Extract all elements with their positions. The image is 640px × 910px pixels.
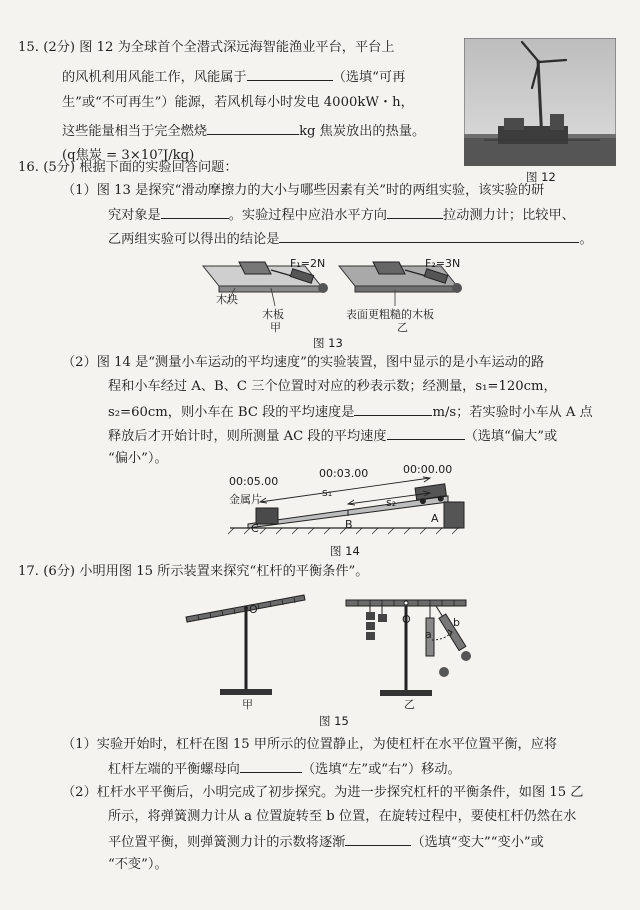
fig15-o-label-jia: O — [249, 603, 258, 616]
fig14-point-a: A — [431, 512, 439, 525]
fig15-yi-lever — [340, 592, 500, 708]
incline-support — [444, 502, 464, 528]
q15-answer-blank-1[interactable] — [247, 66, 333, 81]
hand-icon — [461, 651, 471, 661]
fig13-rough-board-label: 表面更粗糙的木板 — [346, 308, 434, 321]
q17-p2-line-2: 所示，将弹簧测力计从 a 位置旋转至 b 位置，在旋转过程中，要使杠杆仍然在水 — [108, 809, 577, 824]
fig14-time-b: 00:03.00 — [319, 467, 369, 480]
fig15-position-a: a — [425, 628, 432, 641]
q16-p2-line-5: “偏小”）。 — [108, 451, 168, 466]
fig12-photo — [464, 38, 616, 166]
q16-p2-line-1: （2）图 14 是“测量小车运动的平均速度”的实验装置，图中显示的是小车运动的路 — [62, 355, 545, 370]
fig15-o-label-yi: O — [402, 613, 411, 626]
metal-plate — [256, 508, 278, 524]
fig15-yi-label: 乙 — [404, 698, 415, 711]
spring-scale-b — [433, 604, 466, 651]
q16-answer-blank-5[interactable] — [387, 425, 465, 440]
q15-line-4: 这些能量相当于完全燃烧 kg 焦炭放出的热量。 — [62, 120, 425, 142]
q17-score: (6分) — [43, 564, 76, 579]
hand-icon — [452, 283, 462, 293]
fig14-metal-label: 金属片 — [229, 493, 262, 506]
fig12-caption: 图 12 — [526, 170, 556, 184]
fig14-point-b: B — [345, 518, 353, 531]
q16-p1-line-1: （1）图 13 是探究“滑动摩擦力的大小与哪些因素有关”时的两组实验，该实验的研 — [62, 183, 545, 198]
q15-score: (2分) — [43, 40, 76, 55]
hand-icon — [439, 667, 449, 677]
q16-answer-blank-4[interactable] — [354, 401, 432, 416]
fig15-caption: 图 15 — [319, 714, 349, 728]
wood-block-jia — [239, 262, 271, 274]
q17-answer-blank-2[interactable] — [345, 831, 411, 846]
fig14-time-a: 00:00.00 — [403, 463, 453, 476]
hanging-weights-icon — [366, 606, 387, 640]
hand-icon — [318, 283, 328, 293]
q15-answer-blank-2[interactable] — [207, 120, 299, 135]
q15-line-3: 生”或“不可再生”）能源，若风机每小时发电 4000kW・h， — [62, 95, 414, 110]
q17-answer-blank-1[interactable] — [240, 758, 302, 773]
fig13-block-label: 木块 — [216, 293, 238, 306]
fig13-jia-label: 甲 — [270, 321, 281, 334]
fig14-point-c: C — [251, 522, 259, 535]
fig14-time-c: 00:05.00 — [229, 475, 279, 488]
fig13-f1-label: F₁=2N — [290, 257, 326, 270]
q15-number: 15. — [18, 40, 39, 55]
q16-score: (5分) — [43, 160, 76, 175]
q16-line-intro: 16. (5分) 根据下面的实验回答问题： — [18, 160, 238, 175]
fig14-s1-label: s₁ — [322, 486, 333, 499]
q16-answer-blank-2[interactable] — [387, 204, 443, 219]
q15-line-2: 的风机利用风能工作，风能属于 （选填“可再 — [62, 66, 405, 88]
q17-number: 17. — [18, 564, 39, 579]
q17-line-intro: 17. (6分) 小明用图 15 所示装置来探究“杠杆的平衡条件”。 — [18, 564, 369, 579]
q16-p1-line-3: 乙两组实验可以得出的结论是 。 — [108, 228, 593, 250]
fig13-f2-label: F₂=3N — [425, 257, 461, 270]
lever-base — [220, 689, 272, 695]
fig13-board-label: 木板 — [262, 308, 284, 321]
wood-block-yi — [373, 262, 405, 274]
q16-p1-line-2: 究对象是 。实验过程中应沿水平方向 拉动测力计；比较甲、 — [108, 204, 575, 226]
fig14-caption: 图 14 — [330, 544, 360, 558]
q15-heat-value: (q焦炭 = 3×10⁷J/kg) — [62, 148, 195, 163]
q16-p2-line-2: 程和小车经过 A、B、C 三个位置时对应的秒表示数；经测量，s₁=120cm， — [108, 379, 557, 394]
fig13-yi-label: 乙 — [397, 321, 408, 334]
fig13-caption: 图 13 — [313, 336, 343, 350]
fig15-jia-lever — [180, 585, 310, 705]
q16-answer-blank-1[interactable] — [161, 204, 229, 219]
q16-p2-line-4: 释放后才开始计时，则所测量 AC 段的平均速度 （选填“偏大”或 — [108, 425, 557, 447]
fig15-jia-label: 甲 — [242, 698, 253, 711]
q17-p1-line-1: （1）实验开始时，杠杆在图 15 甲所示的位置静止，为使杠杆在水平位置平衡，应将 — [62, 737, 558, 752]
q17-p2-line-1: （2）杠杆水平平衡后，小明完成了初步探究。为进一步探究杠杆的平衡条件，如图 15 乙 — [62, 785, 584, 800]
q17-p1-line-2: 杠杆左端的平衡螺母向 （选填“左”或“右”）移动。 — [108, 758, 461, 780]
fig14-s2-label: s₂ — [386, 496, 397, 509]
q17-p2-line-4: “不变”）。 — [108, 857, 168, 872]
q16-number: 16. — [18, 160, 39, 175]
q15-line-1: 15. (2分) 图 12 为全球首个全潜式深远海智能渔业平台，平台上 — [18, 40, 395, 55]
fig15-position-b: b — [453, 616, 460, 629]
q16-answer-blank-3[interactable] — [279, 228, 579, 243]
q17-p2-line-3: 平位置平衡，则弹簧测力计的示数将逐渐 （选填“变大”“变小”或 — [108, 831, 544, 853]
q16-p2-line-3: s₂=60cm，则小车在 BC 段的平均速度是 m/s；若实验时小车从 A 点 — [108, 401, 593, 423]
